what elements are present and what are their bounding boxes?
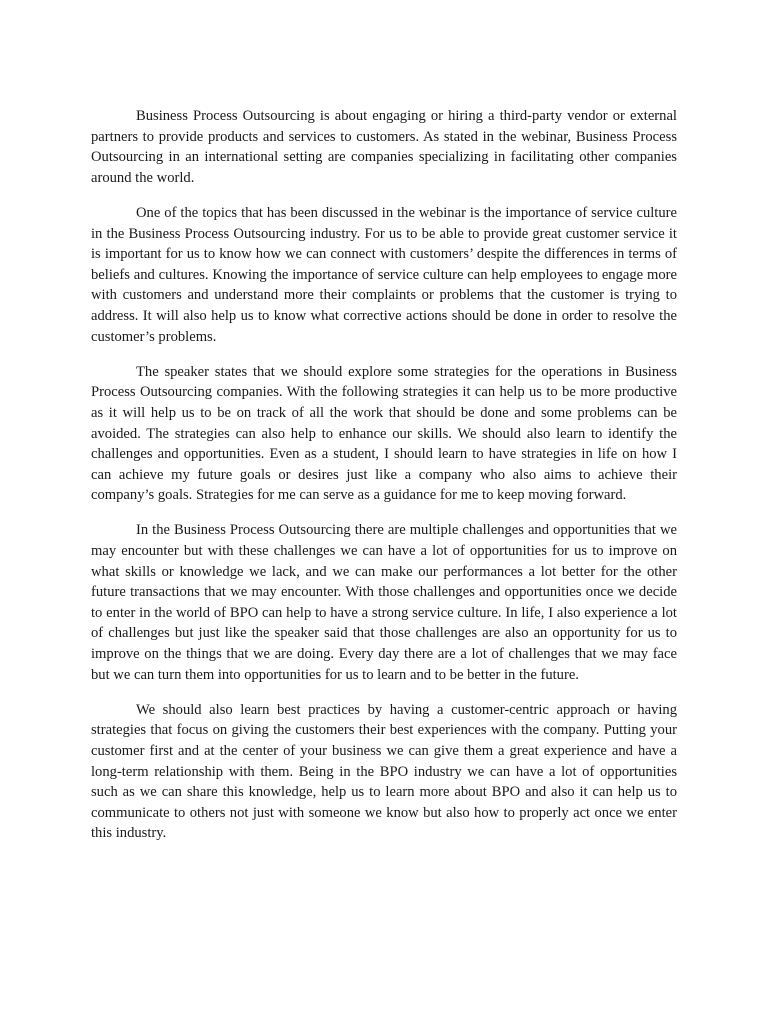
paragraph-2: One of the topics that has been discussed in the webinar is the importance of service culture in the Business Process Outsourcing industry. For us to be able to provide great customer service it is important for us to know how we can connect with customers’ despite the differences in terms of beliefs and cultures. Knowing the importance of service culture can help employees to engage more with customers and understand more their complaints or problems that the customer is trying to address. It will also help us to know what corrective actions should be done in order to resolve the customer’s problems. [91,204,677,345]
paragraph-5: We should also learn best practices by having a customer-centric approach or having strategies that focus on giving the customers their best experiences with the company. Putting your customer first and at the center of your business we can give them a great experience and have a long-term relationship with them. Being in the BPO industry we can have a lot of opportunities such as we can share this knowledge, help us to learn more about BPO and also it can help us to communicate to others not just with someone we know but also how to properly act once we enter this industry. [91,701,677,842]
document-body [91,106,677,859]
paragraph-1: Business Process Outsourcing is about engaging or hiring a third-party vendor or external partners to provide products and services to customers. As stated in the webinar, Business Process Outsourcing in an international setting are companies specializing in facilitating other companies around the world. [91,108,677,186]
paragraph-4: In the Business Process Outsourcing there are multiple challenges and opportunities that we may encounter but with these challenges we can have a lot of opportunities for us to improve on what skills or knowledge we lack, and we can make our performances a lot better for the other future transactions that we may encounter. With those challenges and opportunities once we decide to enter in the world of BPO can help to have a strong service culture. In life, I also experience a lot of challenges but just like the speaker said that those challenges are also an opportunity for us to improve on the things that we are doing. Every day there are a lot of challenges that we may face but we can turn them into opportunities for us to learn and to be better in the future. [91,522,677,683]
paragraph-3: The speaker states that we should explore some strategies for the operations in Business Process Outsourcing companies. With the following strategies it can help us to be more productive as it will help us to be on track of all the work that should be done and some problems can be avoided. The strategies can also help to enhance our skills. We should also learn to identify the challenges and opportunities. Even as a student, I should learn to have strategies in life on how I can achieve my future goals or desires just like a company who also aims to achieve their company’s goals. Strategies for me can serve as a guidance for me to keep moving forward. [91,363,677,504]
